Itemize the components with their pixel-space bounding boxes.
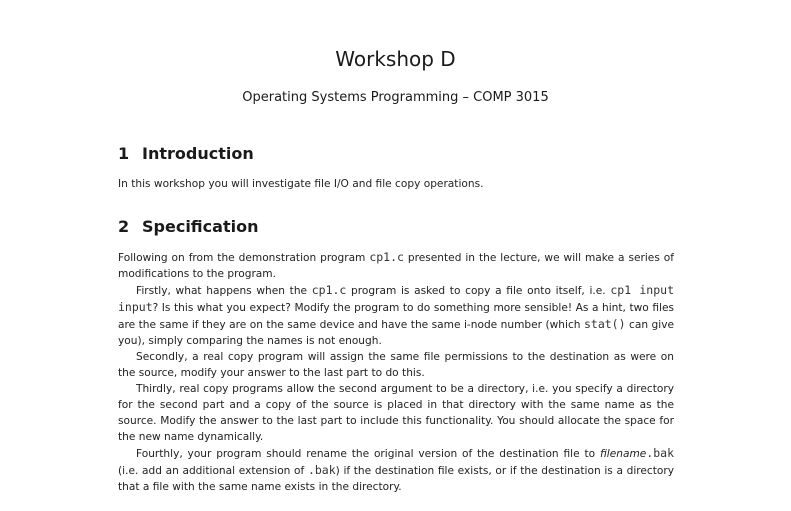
text-run: Firstly, what happens when the [136, 285, 312, 297]
section-title: Specification [142, 217, 259, 236]
paragraph: In this workshop you will investigate file I/O and file copy operations. [118, 178, 484, 190]
code-bak: .bak [307, 463, 336, 477]
section-heading-introduction [118, 144, 254, 163]
filename-italic: filename [599, 448, 647, 460]
code-bak: .bak [646, 446, 674, 460]
code-cp1c: cp1.c [311, 283, 347, 297]
paragraph-1 [118, 249, 674, 282]
text-run: Fourthly, your program should rename the original version of the destination file to [136, 448, 600, 460]
text-run: ) if the destination file exists, or if the destination is a directory that a file with the same name exists in the directory. [118, 465, 674, 493]
code-stat: stat() [583, 317, 626, 331]
section-number: 1 [118, 144, 130, 163]
document-subtitle: Operating Systems Programming – COMP 3015 [242, 90, 549, 105]
introduction-text [118, 176, 674, 192]
text-run: can give you), simply comparing the names is not enough. [118, 319, 674, 347]
code-command: cp1 input input [118, 283, 675, 314]
text-run: (i.e. add an additional extension of [118, 465, 308, 477]
text-run: program is asked to copy a file onto itself, i.e. [346, 285, 611, 297]
paragraph-3: Secondly, a real copy program will assign the same file permissions to the destination as were on the source, modify your answer to the last part to do this. [118, 351, 674, 379]
section-title: Introduction [142, 144, 254, 163]
text-run: Following on from the demonstration program [118, 252, 370, 264]
text-run: ? Is this what you expect? Modify the program to do something more sensible! As a hint, two files are the same if they are on the same device and have the same i-node number (which [118, 302, 674, 331]
paragraph-4: Thirdly, real copy programs allow the second argument to be a directory, i.e. you specify a directory for the second part and a copy of the source is placed in that directory with the same name as the source. Modify the answer to the last part to include this functionality. You should allocate the space for the new name dynamically. [118, 383, 674, 443]
text-run: presented in the lecture, we will make a series of modifications to the program. [118, 252, 674, 280]
section-heading-specification [118, 217, 258, 236]
document-title: Workshop D [335, 47, 456, 71]
section-number: 2 [118, 217, 130, 236]
paragraph-2 [118, 282, 674, 349]
specification-text [118, 249, 674, 495]
paragraph-5 [118, 445, 674, 495]
code-cp1c: cp1.c [369, 250, 404, 264]
